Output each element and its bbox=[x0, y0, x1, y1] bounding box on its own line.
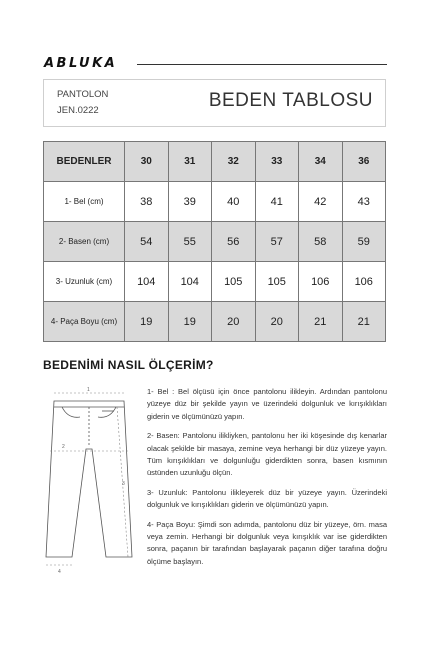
row-label: 2- Basen (cm) bbox=[44, 222, 125, 262]
table-cell: 105 bbox=[212, 262, 256, 302]
table-cell: 57 bbox=[255, 222, 299, 262]
table-cell: 55 bbox=[168, 222, 212, 262]
section-title: BEDENİMİ NASIL ÖLÇERİM? bbox=[43, 358, 214, 372]
page-title: BEDEN TABLOSU bbox=[208, 90, 373, 111]
table-cell: 105 bbox=[255, 262, 299, 302]
row-label: 3- Uzunluk (cm) bbox=[44, 262, 125, 302]
table-cell: 58 bbox=[299, 222, 343, 262]
table-cell: 39 bbox=[168, 182, 212, 222]
table-cell: 54 bbox=[125, 222, 169, 262]
logo-divider bbox=[137, 64, 387, 65]
table-cell: 42 bbox=[299, 182, 343, 222]
instruction-waist: 1- Bel : Bel ölçüsü için önce pantolonu ilikleyin. Ardından pantolonu yüzeye düz bir şekilde yayın ve üzerindeki dolgunluk ve kırışıklıkları giderin ve ölçümünüzü yapın. bbox=[147, 387, 387, 421]
table-cell: 38 bbox=[125, 182, 169, 222]
column-header: 33 bbox=[255, 142, 299, 182]
brand-logo: ABLUKA bbox=[44, 56, 118, 71]
table-row bbox=[44, 222, 386, 262]
table-cell: 41 bbox=[255, 182, 299, 222]
table-cell: 19 bbox=[125, 302, 169, 342]
product-header bbox=[43, 79, 386, 127]
table-cell: 40 bbox=[212, 182, 256, 222]
column-header: 36 bbox=[342, 142, 386, 182]
table-cell: 21 bbox=[299, 302, 343, 342]
table-cell: 43 bbox=[342, 182, 386, 222]
table-header-row bbox=[44, 142, 386, 182]
diagram-label-2: 2 bbox=[62, 444, 65, 450]
table-cell: 106 bbox=[342, 262, 386, 302]
jeans-measurement-diagram bbox=[40, 385, 140, 575]
instruction-hem: 4- Paça Boyu: Şimdi son adımda, pantolonu düz bir yüzeye, örn. masa veya zemin. Herhangi bir dolgunluk veya kırışıklık var ise giderdikten sonra, paçanın bir tarafından başlayarak paçanın diğer tarafına doğru ölçüme başlayın. bbox=[147, 519, 387, 566]
column-header: BEDENLER bbox=[44, 142, 125, 182]
table-cell: 19 bbox=[168, 302, 212, 342]
product-code: JEN.0222 bbox=[57, 105, 99, 116]
table-cell: 104 bbox=[168, 262, 212, 302]
product-type: PANTOLON bbox=[57, 89, 109, 100]
table-row bbox=[44, 182, 386, 222]
table-cell: 20 bbox=[255, 302, 299, 342]
column-header: 30 bbox=[125, 142, 169, 182]
instruction-hip: 2- Basen: Pantolonu ilikliyken, pantolonu her iki köşesinde dış kenarlar olacak şekilde bir masaya, zemine veya herhangi bir düz yüzeye yayın. Tüm kırışıklıkları ve dolgunluğu giderdikten sonra, basen kısmının üstünden uzunluğu ölçün. bbox=[147, 431, 387, 478]
row-label: 4- Paça Boyu (cm) bbox=[44, 302, 125, 342]
table-cell: 56 bbox=[212, 222, 256, 262]
diagram-label-1: 1 bbox=[87, 387, 90, 393]
table-cell: 106 bbox=[299, 262, 343, 302]
size-table bbox=[43, 141, 386, 342]
diagram-label-3: 3 bbox=[122, 481, 125, 487]
table-cell: 20 bbox=[212, 302, 256, 342]
row-label: 1- Bel (cm) bbox=[44, 182, 125, 222]
table-row bbox=[44, 302, 386, 342]
table-cell: 21 bbox=[342, 302, 386, 342]
measurement-instructions bbox=[147, 386, 387, 575]
column-header: 31 bbox=[168, 142, 212, 182]
diagram-label-4: 4 bbox=[58, 569, 61, 575]
column-header: 34 bbox=[299, 142, 343, 182]
column-header: 32 bbox=[212, 142, 256, 182]
table-cell: 59 bbox=[342, 222, 386, 262]
instruction-length: 3- Uzunluk: Pantolonu ilikleyerek düz bir yüzeye yayın. Üzerindeki dolgunluk ve kırışıklıkları giderin ve ölçümünüzü yapın. bbox=[147, 487, 387, 510]
table-row bbox=[44, 262, 386, 302]
table-cell: 104 bbox=[125, 262, 169, 302]
